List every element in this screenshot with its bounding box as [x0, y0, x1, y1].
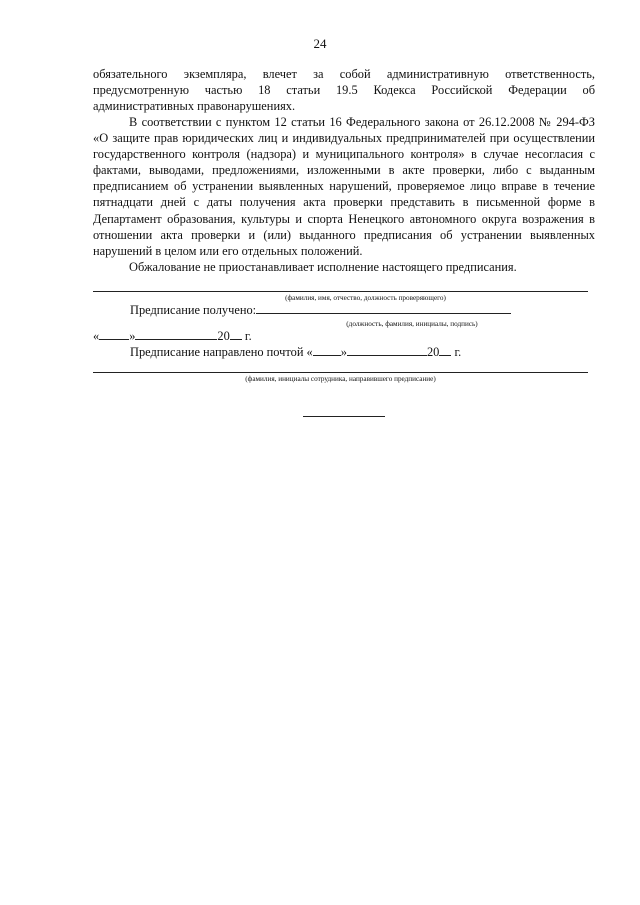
- mailed-label: Предписание направлено почтой «: [130, 345, 313, 359]
- mailed-month-blank[interactable]: [347, 343, 427, 356]
- received-date-row: [93, 327, 252, 344]
- received-label: Предписание получено:: [130, 303, 257, 317]
- paragraph-liability-text: обязательного экземпляра, влечет за собой административную ответственность, предусмотренную частью 18 статьи 19.5 Кодекса Российской Федерации об административных правонарушениях.: [93, 67, 595, 114]
- received-caption: (должность, фамилия, инициалы, подпись): [346, 320, 478, 328]
- mailed-year-prefix: 20: [426, 345, 440, 359]
- received-year-prefix: 20: [217, 329, 230, 343]
- received-year-suffix: г.: [241, 329, 252, 343]
- received-signature-blank[interactable]: [256, 301, 511, 314]
- sender-caption: (фамилия, инициалы сотрудника, направившего предписание): [245, 375, 436, 383]
- paragraph-appeal-right-text: В соответствии с пунктом 12 статьи 16 Федерального закона от 26.12.2008 № 294-ФЗ «О защите прав юридических лиц и индивидуальных предпринимателей при осуществлении государственного контроля (надзора) и муниципального контроля» в случае несогласия с фактами, выводами, предложениями, изложенными в акте проверки, либо с выданным предписанием об устранении выявленных нарушений, проверяемое лицо вправе в течение пятнадцати дней с даты получения акта проверки представить в письменной форме в Департамент образования, культуры и спорта Ненецкого автономного округа возражения в отношении акта проверки и (или) выданного предписания об устранении выявленных нарушений в целом или его отдельных положений.: [93, 115, 595, 258]
- mailed-day-blank[interactable]: [313, 343, 341, 356]
- paragraph-liability: [93, 66, 595, 114]
- page-number: 24: [313, 36, 327, 51]
- mailed-row: [130, 343, 461, 360]
- inspector-signature-line[interactable]: [93, 291, 588, 292]
- received-date-close-quote: »: [129, 329, 136, 343]
- received-date-open-quote: «: [93, 329, 100, 343]
- paragraph-appeal-right: [93, 114, 595, 259]
- sender-signature-line[interactable]: [93, 372, 588, 373]
- mailed-year-blank[interactable]: [439, 343, 451, 356]
- paragraph-appeal-not-suspend-text: Обжалование не приостанавливает исполнение настоящего предписания.: [129, 260, 517, 274]
- received-year-blank[interactable]: [230, 327, 242, 340]
- closing-separator: [303, 416, 385, 417]
- received-row: [130, 301, 511, 318]
- received-month-blank[interactable]: [135, 327, 217, 340]
- received-day-blank[interactable]: [99, 327, 129, 340]
- paragraph-appeal-not-suspend: [93, 259, 595, 275]
- inspector-caption: (фамилия, имя, отчество, должность проверяющего): [285, 294, 446, 302]
- mailed-close-quote: »: [340, 345, 347, 359]
- mailed-year-suffix: г.: [451, 345, 462, 359]
